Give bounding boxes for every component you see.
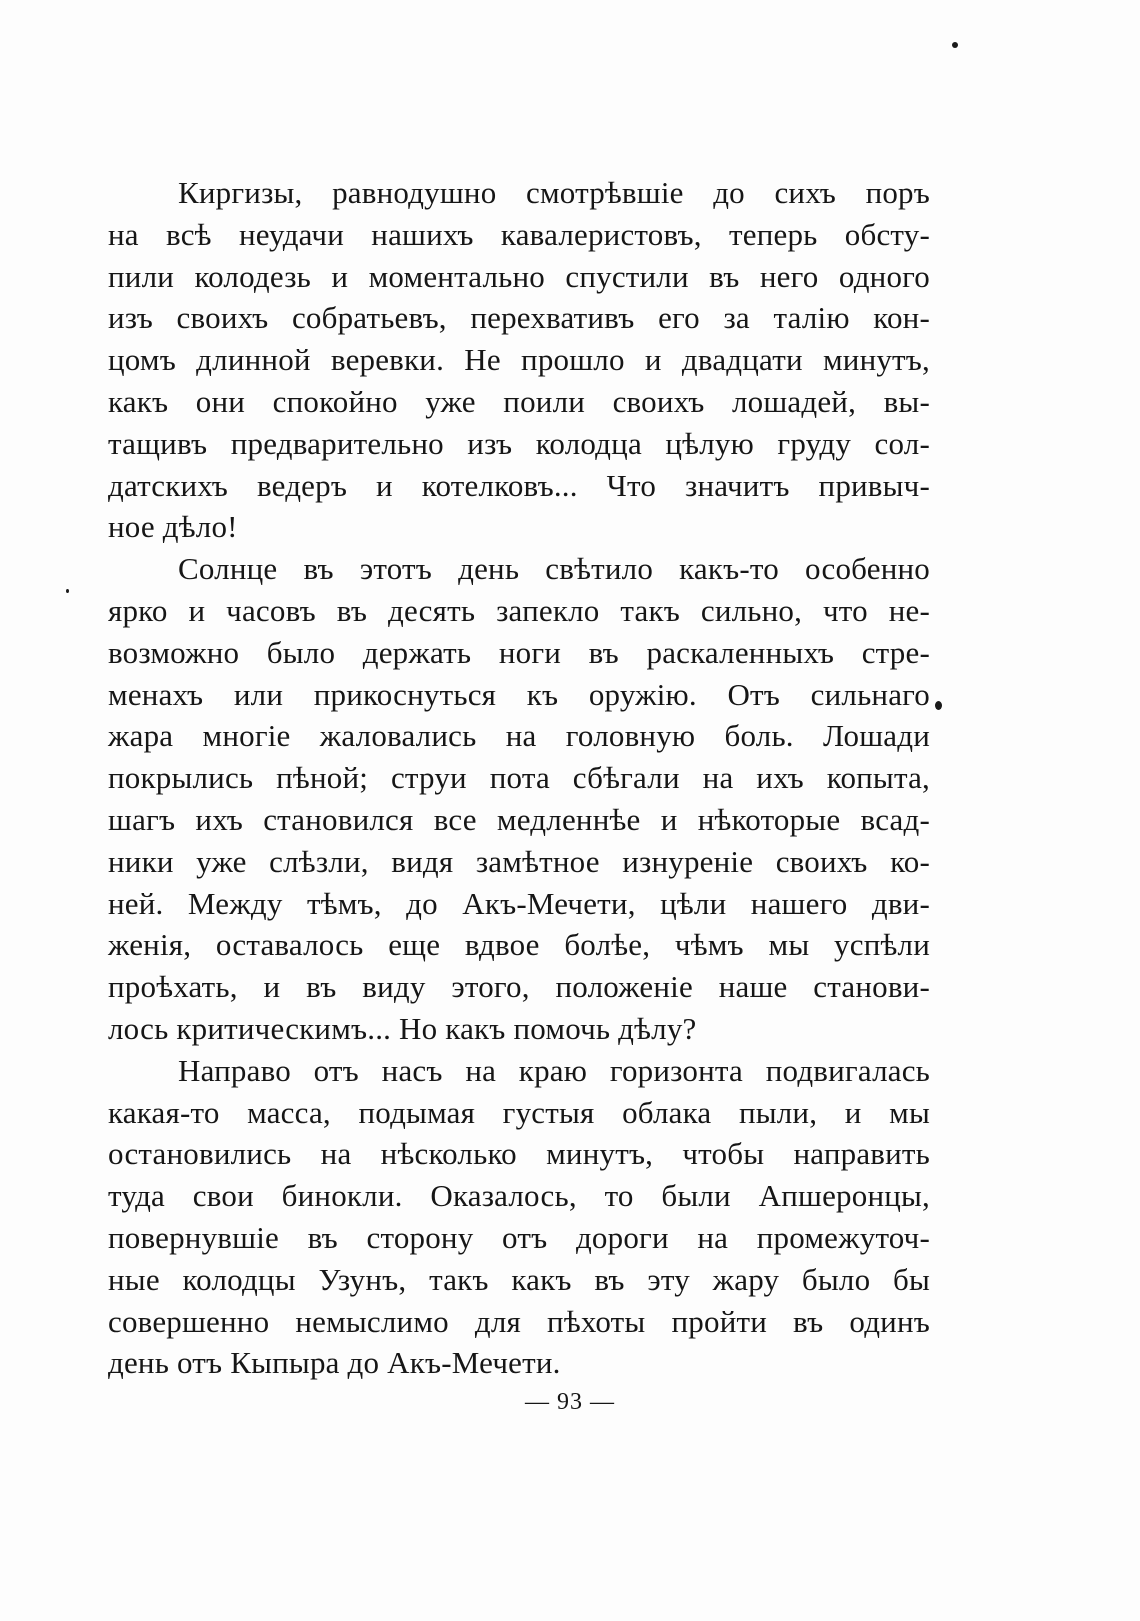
ink-speck bbox=[66, 589, 69, 593]
text-line: какъ они спокойно уже поили своихъ лошадей, вы- bbox=[108, 383, 930, 419]
text-line: тащивъ предварительно изъ колодца цѣлую груду сол- bbox=[108, 425, 930, 461]
text-line: повернувшіе въ сторону отъ дороги на промежуточ- bbox=[108, 1219, 930, 1255]
text-line: туда свои бинокли. Оказалось, то были Апшеронцы, bbox=[108, 1178, 930, 1214]
text-line: совершенно немыслимо для пѣхоты пройти въ одинъ bbox=[108, 1303, 930, 1339]
text-line: остановились на нѣсколько минутъ, чтобы направить bbox=[108, 1136, 930, 1172]
text-line: покрылись пѣной; струи пота сбѣгали на ихъ копыта, bbox=[108, 760, 930, 796]
text-line: Направо отъ насъ на краю горизонта подвигалась bbox=[178, 1052, 930, 1088]
text-line: датскихъ ведеръ и котелковъ... Что значитъ привыч- bbox=[108, 467, 930, 503]
text-line: ники уже слѣзли, видя замѣтное изнуреніе своихъ ко- bbox=[108, 843, 930, 879]
text-line: на всѣ неудачи нашихъ кавалеристовъ, теперь обсту- bbox=[108, 216, 930, 252]
text-line: ное дѣло! bbox=[108, 509, 238, 545]
text-line: ярко и часовъ въ десять запекло такъ сильно, что не- bbox=[108, 592, 930, 628]
text-line: ные колодцы Узунъ, такъ какъ въ эту жару было бы bbox=[108, 1261, 930, 1297]
text-line: лось критическимъ... Но какъ помочь дѣлу? bbox=[108, 1010, 697, 1046]
text-line: цомъ длинной веревки. Не прошло и двадцати минутъ, bbox=[108, 342, 930, 378]
text-line: менахъ или прикоснуться къ оружію. Отъ сильнаго bbox=[108, 676, 930, 712]
ink-speck bbox=[952, 42, 958, 48]
text-line: ней. Между тѣмъ, до Акъ-Мечети, цѣли нашего дви- bbox=[108, 885, 930, 921]
text-line: какая-то масса, подымая густыя облака пыли, и мы bbox=[108, 1094, 930, 1130]
text-line: возможно было держать ноги въ раскаленныхъ стре- bbox=[108, 634, 930, 670]
text-line: Солнце въ этотъ день свѣтило какъ-то особенно bbox=[178, 551, 930, 587]
ink-speck bbox=[935, 701, 942, 710]
text-line: пили колодезь и моментально спустили въ него одного bbox=[108, 258, 930, 294]
body-text bbox=[108, 172, 930, 1384]
text-line: день отъ Кыпыра до Акъ-Мечети. bbox=[108, 1345, 561, 1381]
text-line: жара многіе жаловались на головную боль. Лошади bbox=[108, 718, 930, 754]
text-line: Киргизы, равнодушно смотрѣвшіе до сихъ поръ bbox=[178, 175, 930, 210]
text-line: шагъ ихъ становился все медленнѣе и нѣкоторые всад- bbox=[108, 801, 930, 837]
text-line: изъ своихъ собратьевъ, перехвативъ его за талію кон- bbox=[108, 300, 930, 336]
page-number: — 93 — bbox=[525, 1389, 615, 1415]
text-line: женія, оставалось еще вдвое болѣе, чѣмъ мы успѣли bbox=[108, 927, 930, 963]
text-line: проѣхать, и въ виду этого, положеніе наше станови- bbox=[108, 969, 930, 1005]
